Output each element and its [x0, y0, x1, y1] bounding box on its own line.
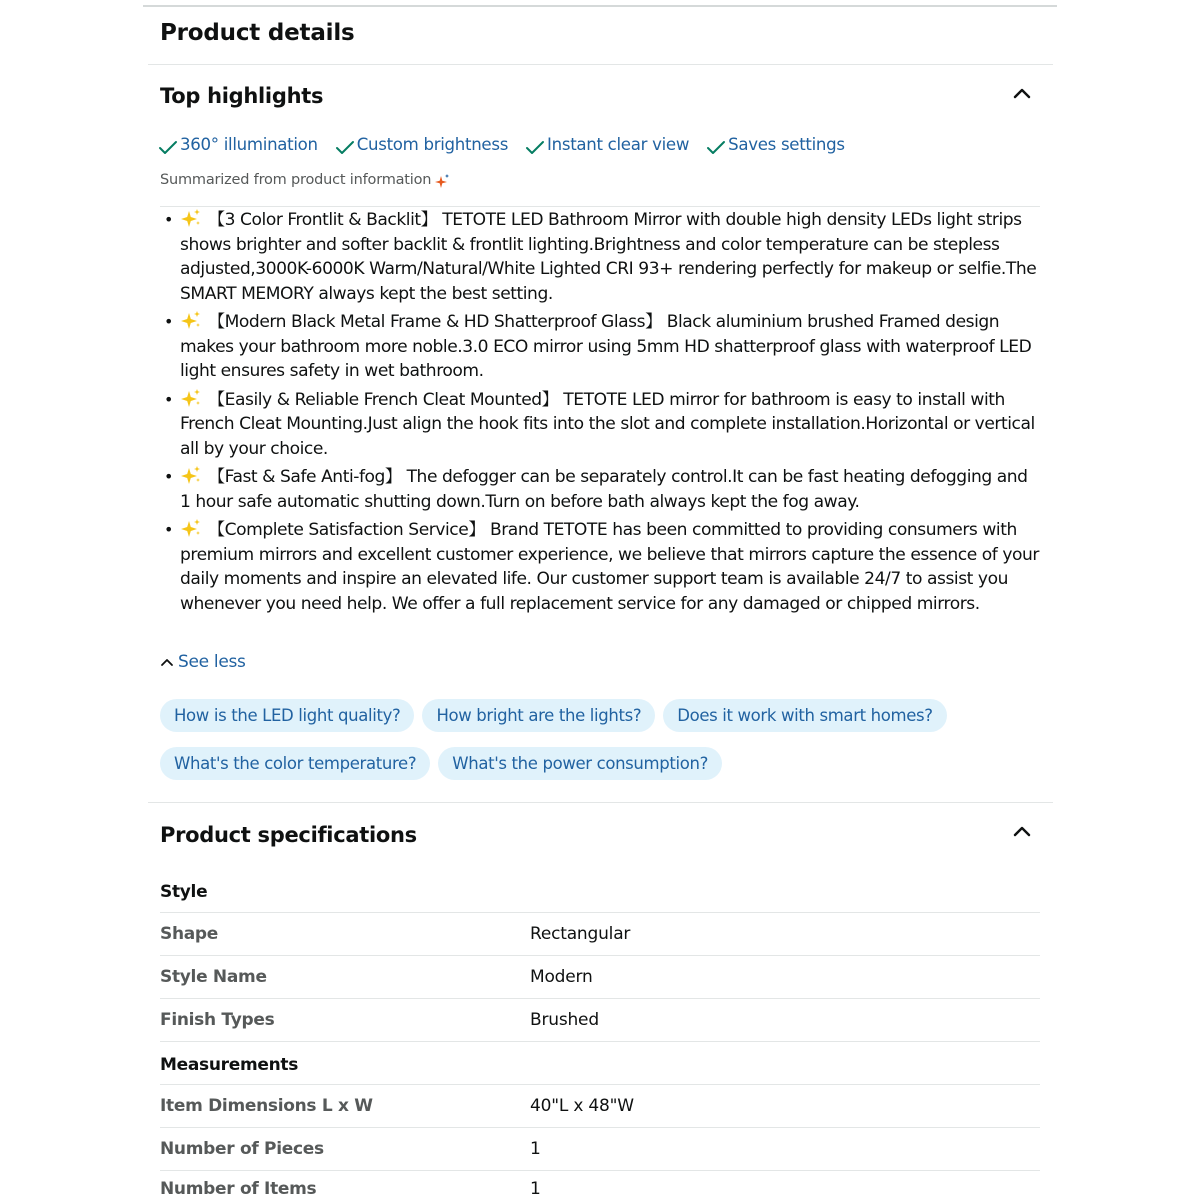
sparkles-icon: [180, 208, 202, 228]
spec-label: Number of Items: [160, 1179, 317, 1199]
spec-row: [160, 1170, 1040, 1200]
spec-label: Item Dimensions L x W: [160, 1096, 373, 1116]
summary-note-text: Summarized from product information: [160, 172, 432, 188]
feature-bullet-text: 【Easily & Reliable French Cleat Mounted】 TETOTE LED mirror for bathroom is easy to install with French Cleat Mounting.Just align the hook fits into the slot and complete installation.Horizontal or vertical all by your choice.: [180, 389, 1035, 459]
feature-bullet: [160, 518, 1040, 616]
feature-bullet-text: 【Fast & Safe Anti-fog】 The defogger can be separately control.It can be fast heating defogging and 1 hour safe automatic shutting down.Turn on before bath always kept the fog away.: [180, 467, 1028, 512]
highlight-item: [158, 131, 318, 157]
feature-bullet-list: [160, 208, 1040, 620]
sparkles-icon: [180, 465, 202, 485]
spec-row: [160, 912, 1040, 955]
highlight-item: [706, 131, 845, 157]
summary-divider: [160, 206, 1040, 207]
spec-label: Number of Pieces: [160, 1139, 324, 1159]
question-row: [160, 747, 1040, 780]
section-divider: [148, 802, 1053, 803]
spec-row: [160, 1084, 1040, 1127]
page-title: Product details: [160, 20, 355, 46]
highlight-item: [525, 131, 689, 157]
highlight-item: [335, 131, 508, 157]
chevron-up-icon: [160, 657, 174, 667]
check-icon: [706, 139, 726, 157]
spec-value: 1: [530, 1139, 541, 1159]
top-highlights-heading: Top highlights: [160, 84, 324, 108]
check-icon: [335, 139, 355, 157]
feature-bullet-text: 【Modern Black Metal Frame & HD Shatterproof Glass】 Black aluminium brushed Framed design makes your bathroom more noble.3.0 ECO mirror using 5mm HD shatterproof glass with waterproof LED light ensures safety in wet bathroom.: [180, 312, 1032, 381]
summary-note: [160, 171, 450, 189]
see-less-link[interactable]: [160, 652, 246, 672]
chevron-up-icon[interactable]: [1012, 824, 1032, 838]
sparkles-icon: [180, 518, 202, 538]
spec-row: [160, 1127, 1040, 1170]
question-chip[interactable]: What's the color temperature?: [160, 747, 430, 780]
product-specifications-heading: Product specifications: [160, 823, 417, 847]
check-icon: [525, 139, 545, 157]
spec-label: Shape: [160, 924, 219, 944]
spec-value: Rectangular: [530, 924, 631, 944]
sparkles-icon: [180, 310, 202, 330]
sparkles-icon: [180, 388, 202, 408]
feature-bullet: [160, 310, 1040, 384]
spec-divider: [160, 1041, 1040, 1042]
feature-bullet-text: 【Complete Satisfaction Service】 Brand TETOTE has been committed to providing consumers with premium mirrors and excellent customer experience, we believe that mirrors capture the essence of your daily moments and inspire an elevated life. Our customer support team is available 24/7 to assist you whenever you need help. We offer a full replacement service for any damaged or chipped mirrors.: [180, 520, 1039, 614]
spec-group-title: Measurements: [160, 1055, 299, 1075]
suggested-questions: [160, 699, 1040, 795]
question-chip[interactable]: How bright are the lights?: [422, 699, 655, 732]
sparkle-icon: [434, 173, 450, 189]
spec-row: [160, 998, 1040, 1041]
highlight-label: Instant clear view: [547, 134, 690, 154]
feature-bullet: [160, 465, 1040, 514]
question-chip[interactable]: How is the LED light quality?: [160, 699, 414, 732]
highlight-list: [158, 131, 862, 157]
spec-value: 40"L x 48"W: [530, 1096, 634, 1116]
highlight-label: Saves settings: [728, 134, 845, 154]
chevron-up-icon[interactable]: [1012, 86, 1032, 100]
section-divider: [148, 64, 1053, 65]
question-chip[interactable]: What's the power consumption?: [438, 747, 722, 780]
question-row: [160, 699, 1040, 732]
spec-row: [160, 955, 1040, 998]
top-divider: [143, 5, 1057, 7]
spec-value: Modern: [530, 967, 593, 987]
highlight-label: 360° illumination: [180, 134, 318, 154]
check-icon: [158, 139, 178, 157]
spec-label: Style Name: [160, 967, 267, 987]
feature-bullet: [160, 388, 1040, 462]
spec-value: 1: [530, 1179, 541, 1199]
feature-bullet-text: 【3 Color Frontlit & Backlit】 TETOTE LED Bathroom Mirror with double high density LEDs light strips shows brighter and softer backlit & frontlit lighting.Brightness and color temperature can be stepless adjusted,3000K-6000K Warm/Natural/White Lighted CRI 93+ rendering perfectly for makeup or selfie.The SMART MEMORY always kept the best setting.: [180, 210, 1037, 304]
spec-label: Finish Types: [160, 1010, 275, 1030]
spec-value: Brushed: [530, 1010, 599, 1030]
highlight-label: Custom brightness: [356, 134, 509, 154]
question-chip[interactable]: Does it work with smart homes?: [663, 699, 946, 732]
spec-group-title: Style: [160, 882, 208, 902]
feature-bullet: [160, 208, 1040, 306]
see-less-label: See less: [178, 652, 246, 672]
